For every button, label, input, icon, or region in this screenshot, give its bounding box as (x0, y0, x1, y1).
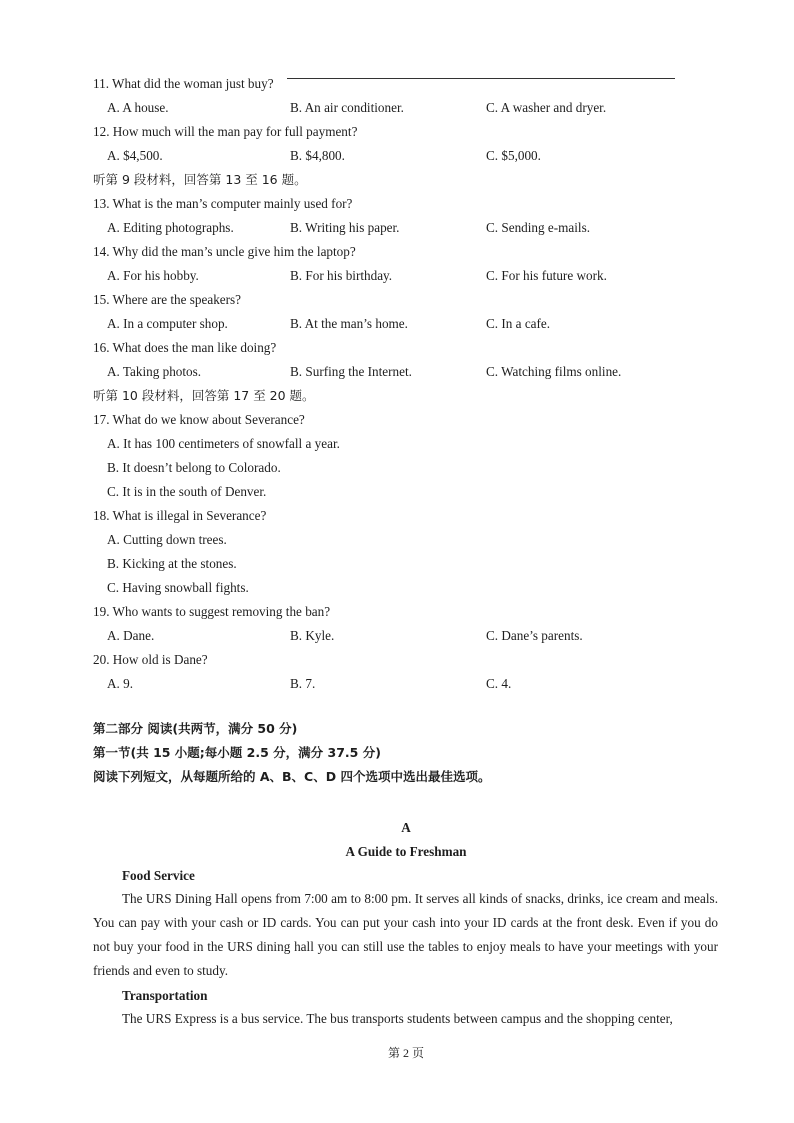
q11-option-a: A. A house. (107, 100, 169, 115)
q16-option-b: B. Surfing the Internet. (290, 364, 412, 379)
q11-option-b: B. An air conditioner. (290, 100, 404, 115)
q14-option-c: C. For his future work. (486, 268, 607, 283)
q13-option-c: C. Sending e-mails. (486, 220, 591, 235)
q18-option-b: B. Kicking at the stones. (107, 556, 237, 571)
page-number: 第 2 页 (387, 1046, 424, 1060)
q17-option-a: A. It has 100 centimeters of snowfall a year. (107, 436, 340, 451)
q20-option-a: A. 9. (107, 676, 134, 691)
q15-option-c: C. In a cafe. (486, 316, 551, 331)
paragraph-food-service: The URS Dining Hall opens from 7:00 am to 8:00 pm. It serves all kinds of snacks, drinks, ice cream and meals. You can pay with your cash or ID cards. You can put your cash into your ID cards at the front desk. Even if you do not buy your food in the URS dining hall you can still use the tables to enjoy meals to have your meetings with your friends and even to study. (93, 891, 718, 978)
part2-section1: 第一节(共 15 小题;每小题 2.5 分，满分 37.5 分) (93, 745, 381, 760)
header-rule (287, 78, 675, 79)
question-12: 12. How much will the man pay for full payment? (93, 124, 358, 139)
part2-title: 第二部分 阅读(共两节，满分 50 分) (93, 721, 298, 736)
q19-option-c: C. Dane’s parents. (486, 628, 583, 643)
question-13: 13. What is the man’s computer mainly used for? (93, 196, 353, 211)
q17-option-c: C. It is in the south of Denver. (107, 484, 267, 499)
q20-option-b: B. 7. (290, 676, 316, 691)
q14-option-b: B. For his birthday. (290, 268, 393, 283)
q15-option-a: A. In a computer shop. (107, 316, 228, 331)
question-19: 19. Who wants to suggest removing the ban? (93, 604, 331, 619)
q12-option-c: C. $5,000. (486, 148, 541, 163)
passage-title: A Guide to Freshman (345, 844, 467, 859)
question-18: 18. What is illegal in Severance? (93, 508, 267, 523)
q12-option-b: B. $4,800. (290, 148, 345, 163)
q13-option-b: B. Writing his paper. (290, 220, 400, 235)
q11-option-c: C. A washer and dryer. (486, 100, 607, 115)
q14-option-a: A. For his hobby. (107, 268, 199, 283)
q16-option-a: A. Taking photos. (107, 364, 202, 379)
q13-option-a: A. Editing photographs. (107, 220, 234, 235)
question-14: 14. Why did the man’s uncle give him the laptop? (93, 244, 356, 259)
passage-label: A (401, 820, 411, 835)
question-20: 20. How old is Dane? (93, 652, 208, 667)
q19-option-b: B. Kyle. (290, 628, 335, 643)
question-16: 16. What does the man like doing? (93, 340, 277, 355)
question-15: 15. Where are the speakers? (93, 292, 242, 307)
q16-option-c: C. Watching films online. (486, 364, 622, 379)
paragraph-transportation: The URS Express is a bus service. The bus transports students between campus and the shopping center, (122, 1011, 673, 1026)
q17-option-b: B. It doesn’t belong to Colorado. (107, 460, 281, 475)
question-11: 11. What did the woman just buy? (93, 76, 274, 91)
q18-option-c: C. Having snowball fights. (107, 580, 249, 595)
q19-option-a: A. Dane. (107, 628, 155, 643)
q12-option-a: A. $4,500. (107, 148, 163, 163)
q18-option-a: A. Cutting down trees. (107, 532, 227, 547)
segment-10-instruction: 听第 10 段材料，回答第 17 至 20 题。 (93, 388, 315, 403)
segment-9-instruction: 听第 9 段材料，回答第 13 至 16 题。 (93, 172, 307, 187)
q15-option-b: B. At the man’s home. (290, 316, 408, 331)
part2-directions: 阅读下列短文，从每题所给的 A、B、C、D 四个选项中选出最佳选项。 (93, 769, 491, 784)
section-heading-food-service: Food Service (122, 868, 195, 883)
q20-option-c: C. 4. (486, 676, 512, 691)
section-heading-transportation: Transportation (122, 988, 208, 1003)
question-17: 17. What do we know about Severance? (93, 412, 305, 427)
